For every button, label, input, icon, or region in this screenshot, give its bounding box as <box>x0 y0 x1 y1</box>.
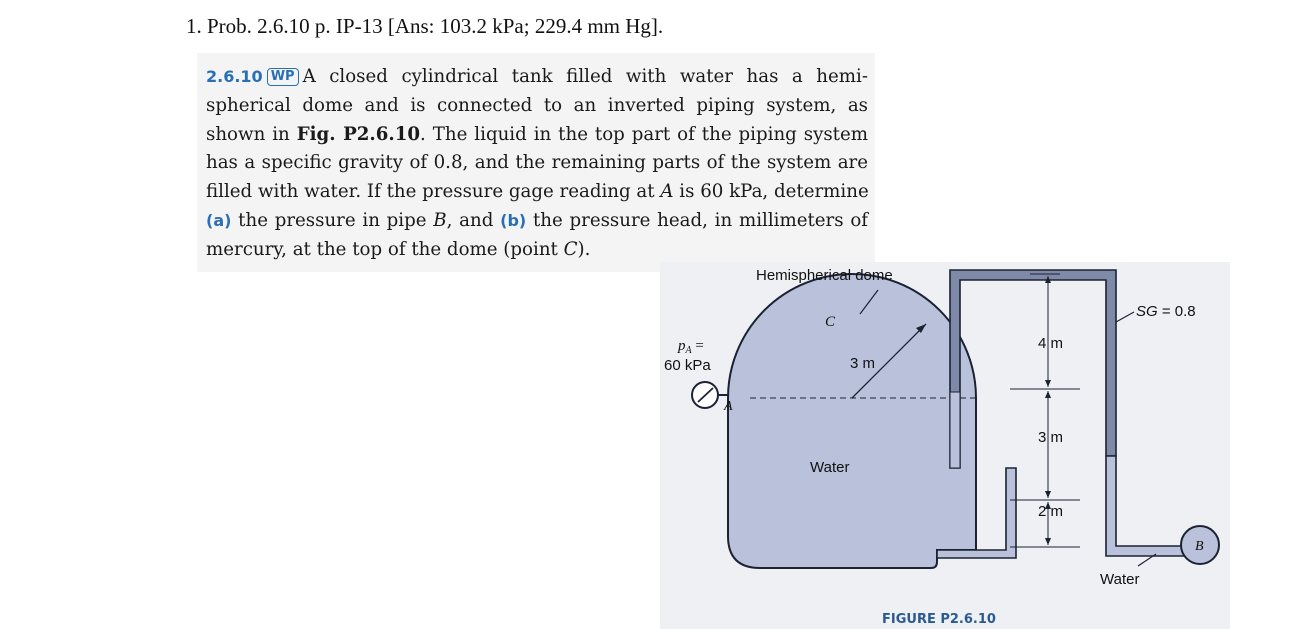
problem-text-run: mercury, at the top of the dome (point <box>206 238 564 260</box>
part-marker: (b) <box>500 210 527 230</box>
problem-line <box>206 92 868 121</box>
pipe-water-right-leg <box>1106 456 1190 556</box>
problem-line <box>206 149 868 178</box>
point-c-label: C <box>825 314 836 330</box>
problem-text-run: spherical dome and is connected to an inverted piping system, as <box>206 94 868 116</box>
tank-piping-diagram <box>660 262 1230 629</box>
dim-2m-label: 2 m <box>1038 503 1064 520</box>
variable-symbol: A <box>660 181 674 203</box>
problem-text-run: is 60 kPa, determine <box>673 181 869 203</box>
problem-text-run: shown in <box>206 123 297 145</box>
pipe-left-water-column <box>950 392 960 468</box>
sg-label-pointer <box>1116 312 1134 322</box>
tank-water-body <box>728 274 976 568</box>
problem-text-run: A closed cylindrical tank filled with water has a hemi- <box>302 66 868 87</box>
problem-number: 2.6.10 <box>206 67 263 86</box>
pa-value: 60 kPa <box>664 357 711 374</box>
variable-symbol: B <box>433 209 447 231</box>
variable-symbol: C <box>563 238 578 260</box>
water-tank-label: Water <box>810 459 850 476</box>
water-pipe-label: Water <box>1100 571 1140 588</box>
problem-text-run: the pressure head, in millimeters of <box>526 209 868 231</box>
problem-line <box>206 236 868 265</box>
problem-statement <box>206 63 868 265</box>
dim-4m-label: 4 m <box>1038 335 1064 352</box>
problem-line <box>206 121 868 150</box>
problem-line <box>206 178 868 207</box>
problem-text-run: . The liquid in the top part of the piping system <box>420 123 868 145</box>
point-b-label: B <box>1195 539 1204 554</box>
problem-assignment-line: 1. Prob. 2.6.10 p. IP-13 [Ans: 103.2 kPa; 229.4 mm Hg]. <box>186 14 664 38</box>
problem-text-run: ). <box>577 238 591 260</box>
figure-p2-6-10 <box>660 262 1230 629</box>
problem-text-run: the pressure in pipe <box>231 209 434 231</box>
problem-line <box>206 207 868 236</box>
problem-text-run: has a specific gravity of 0.8, and the remaining parts of the system are <box>206 152 868 174</box>
pa-label: $p_A$ = <box>678 338 704 356</box>
wp-badge: WP <box>267 68 299 86</box>
problem-text-run: filled with water. If the pressure gage reading at <box>206 181 661 203</box>
dim-3m-label: 3 m <box>1038 429 1064 446</box>
dome-label: Hemispherical dome <box>756 267 893 284</box>
part-marker: (a) <box>206 210 232 230</box>
radius-label: 3 m <box>850 355 876 372</box>
problem-line <box>206 63 868 92</box>
figure-reference: Fig. P2.6.10 <box>296 123 421 145</box>
point-a-label: A <box>724 399 733 414</box>
problem-text-run: , and <box>446 209 501 231</box>
problem-text-box <box>197 53 875 272</box>
figure-caption: FIGURE P2.6.10 <box>882 612 996 627</box>
sg-label: SG = 0.8 <box>1136 303 1196 320</box>
